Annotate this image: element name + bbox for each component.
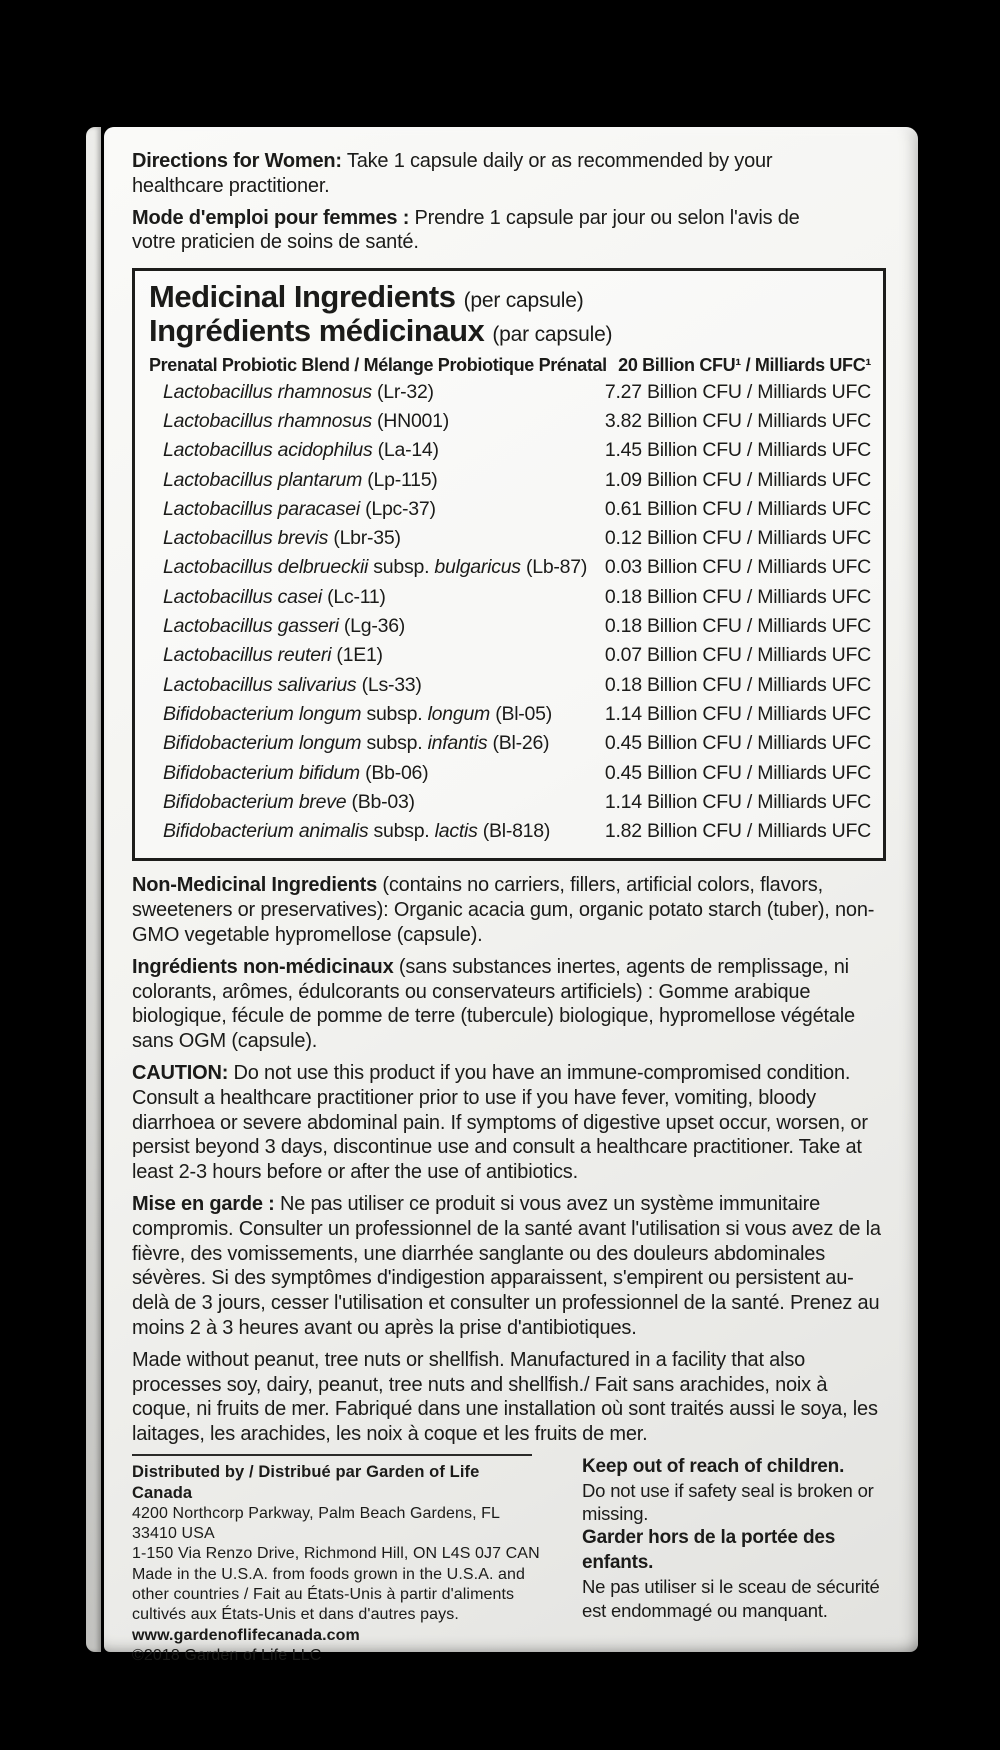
ingredient-amount: 1.45 Billion CFU / Milliards UFC <box>604 439 871 462</box>
strain-code: (Bb-03) <box>346 790 415 813</box>
strain-code: (Bl-818) <box>477 820 551 843</box>
non-medicinal-en-text: (contains no carriers, fillers, artificial colors, flavors, sweeteners or preservatives): Organic acacia gum, organic potato starch (tuber), non-GMO vegetable hypromellose (capsule). <box>132 874 875 946</box>
table-row <box>147 759 871 788</box>
species-name: Lactobacillus reuteri <box>163 644 332 667</box>
ingredient-amount: 0.03 Billion CFU / Milliards UFC <box>604 556 871 579</box>
ingredient-name <box>147 788 415 817</box>
strain-code: (Ls-33) <box>356 673 422 696</box>
non-medicinal-fr <box>132 955 886 1054</box>
strain-code: (Bl-26) <box>487 732 550 755</box>
table-row <box>147 583 871 612</box>
caution-en <box>132 1061 886 1185</box>
table-row <box>147 553 871 582</box>
label-content <box>104 127 918 1665</box>
website-text: www.gardenoflifecanada.com <box>132 1626 360 1644</box>
par-capsule-note: (par capsule) <box>492 323 613 347</box>
ingredient-amount: 0.18 Billion CFU / Milliards UFC <box>604 585 871 608</box>
table-row <box>147 817 871 846</box>
label-panel <box>104 127 918 1665</box>
species-name: Bifidobacterium bifidum <box>163 761 360 784</box>
ingredient-name <box>147 700 552 729</box>
species-name: Lactobacillus brevis <box>163 527 329 550</box>
label-panel-wrap <box>86 127 918 1665</box>
table-row <box>147 495 871 524</box>
medicinal-title-en <box>149 281 871 313</box>
table-row <box>147 671 871 700</box>
subspecies-name: lactis <box>434 820 478 843</box>
strain-code: (Lpc-37) <box>359 497 436 520</box>
table-row <box>147 466 871 495</box>
ingredient-amount: 0.45 Billion CFU / Milliards UFC <box>604 761 871 784</box>
address-line-us: 4200 Northcorp Parkway, Palm Beach Gardens, FL 33410 USA <box>132 1504 500 1543</box>
medicinal-title-en-text: Medicinal Ingredients <box>149 279 456 315</box>
ingredient-name <box>147 612 405 641</box>
per-capsule-note: (per capsule) <box>463 289 584 313</box>
child-safety-block <box>582 1454 886 1622</box>
strain-code: (Lc-11) <box>321 585 386 608</box>
ingredient-name <box>147 553 587 582</box>
table-row <box>147 378 871 407</box>
ingredient-name <box>147 729 549 758</box>
strain-code: (Lb-87) <box>520 556 588 579</box>
species-name: Lactobacillus salivarius <box>163 673 357 696</box>
directions-en-text: Take 1 capsule daily or as recommended by your healthcare practitioner. <box>132 150 773 197</box>
caution-fr <box>132 1192 886 1341</box>
species-name: Lactobacillus delbrueckii <box>163 556 369 579</box>
ingredient-amount: 0.07 Billion CFU / Milliards UFC <box>604 644 871 667</box>
medicinal-title-fr <box>149 315 871 347</box>
non-medicinal-en <box>132 873 886 947</box>
species-name: Lactobacillus gasseri <box>163 615 339 638</box>
table-row <box>147 700 871 729</box>
species-name: Lactobacillus casei <box>163 585 322 608</box>
subspecies-name: infantis <box>427 732 488 755</box>
strain-code: (Bl-05) <box>490 702 552 725</box>
keep-out-heading-en: Keep out of reach of children. <box>582 1455 845 1477</box>
strain-code: (Bb-06) <box>359 761 429 784</box>
species-name: Bifidobacterium longum <box>163 702 362 725</box>
directions-en-heading: Directions for Women: <box>132 150 342 172</box>
species-name: Lactobacillus acidophilus <box>163 439 373 462</box>
medicinal-title-fr-text: Ingrédients médicinaux <box>149 313 485 349</box>
distributor-heading: Distributed by / Distribué par Garden of Life Canada <box>132 1462 480 1502</box>
caution-en-heading: CAUTION: <box>132 1061 229 1084</box>
ingredient-amount: 0.18 Billion CFU / Milliards UFC <box>604 615 871 638</box>
caution-en-text: Do not use this product if you have an immune-compromised condition. Consult a healthcare practitioner prior to use if you have fever, vomiting, bloody diarrhoea or severe abdominal pain. If symptoms of digestive upset occur, worsen, or persist beyond 3 days, discontinue use and consult a healthcare practitioner. Take at least 2-3 hours before or after the use of antibiotics. <box>132 1061 868 1184</box>
ingredient-amount: 0.61 Billion CFU / Milliards UFC <box>604 497 871 520</box>
blend-name: Prenatal Probiotic Blend / Mélange Probiotique Prénatal <box>149 354 607 375</box>
strain-code: (Lbr-35) <box>328 527 401 550</box>
blend-amount: 20 Billion CFU¹ / Milliards UFC¹ <box>618 354 871 375</box>
strain-code: (1E1) <box>331 644 383 667</box>
ingredient-amount: 0.18 Billion CFU / Milliards UFC <box>604 673 871 696</box>
directions-fr-text: Prendre 1 capsule par jour ou selon l'avis de votre praticien de soins de santé. <box>132 206 800 254</box>
ingredient-name <box>147 378 434 407</box>
ingredient-name <box>147 436 439 465</box>
strain-code: (La-14) <box>372 439 439 462</box>
strain-code: (Lr-32) <box>371 380 434 403</box>
ingredient-name <box>147 407 449 436</box>
directions-fr-heading: Mode d'emploi pour femmes : <box>132 206 410 229</box>
keep-out-heading-fr: Garder hors de la portée des enfants. <box>582 1527 836 1574</box>
ingredient-amount: 3.82 Billion CFU / Milliards UFC <box>604 409 871 432</box>
non-medicinal-fr-heading: Ingrédients non-médicinaux <box>132 955 394 978</box>
ingredient-amount: 1.09 Billion CFU / Milliards UFC <box>604 468 871 491</box>
table-row <box>147 729 871 758</box>
strain-code: (HN001) <box>371 409 449 432</box>
caution-fr-text: Ne pas utiliser ce produit si vous avez un système immunitaire compromis. Consulter un professionnel de la santé avant l'utilisation si vous avez de la fièvre, des vomissements, une diarrhée sanglante ou des douleurs abdominales sévères. Si des symptômes d'indigestion apparaissent, s'empirent ou persistent au-delà de 3 jours, cesser l'utilisation et consulter un professionnel de la santé. Prenez au moins 2 à 3 heures avant ou après la prise d'antibiotiques. <box>132 1192 881 1339</box>
table-row <box>147 612 871 641</box>
medicinal-ingredients-box <box>132 268 886 861</box>
directions-en <box>132 149 820 199</box>
ingredient-amount: 7.27 Billion CFU / Milliards UFC <box>604 380 871 403</box>
table-row <box>147 641 871 670</box>
ingredient-name <box>147 641 383 670</box>
species-name: Lactobacillus rhamnosus <box>163 380 372 403</box>
distributor-block <box>132 1454 540 1666</box>
strain-code: (Lp-115) <box>362 468 438 491</box>
species-name: Bifidobacterium animalis <box>163 820 369 843</box>
species-name: Lactobacillus plantarum <box>163 468 363 491</box>
subsp-label: subsp. <box>368 556 435 579</box>
ingredient-name <box>147 759 428 788</box>
species-name: Bifidobacterium breve <box>163 790 347 813</box>
ingredient-name <box>147 466 438 495</box>
subsp-label: subsp. <box>361 732 428 755</box>
ingredient-name <box>147 524 401 553</box>
safety-seal-text-fr: Ne pas utiliser si le sceau de sécurité est endommagé ou manquant. <box>582 1576 880 1621</box>
footer <box>132 1454 886 1666</box>
subspecies-name: bulgaricus <box>434 556 521 579</box>
caution-fr-heading: Mise en garde : <box>132 1192 275 1215</box>
safety-seal-text-en: Do not use if safety seal is broken or missing. <box>582 1479 874 1525</box>
non-medicinal-en-heading: Non-Medicinal Ingredients <box>132 874 378 897</box>
copyright-text: ©2018 Garden of Life LLC <box>132 1647 322 1665</box>
ingredient-amount: 1.14 Billion CFU / Milliards UFC <box>604 790 871 813</box>
ingredient-name <box>147 495 436 524</box>
ingredient-name <box>147 671 422 700</box>
species-name: Lactobacillus rhamnosus <box>163 409 372 432</box>
non-medicinal-fr-text: (sans substances inertes, agents de remplissage, ni colorants, arômes, édulcorants ou conservateurs artificiels) : Gomme arabique biologique, fécule de pomme de terre (tubercule) biologique, hypromellose végétale sans OGM (capsule). <box>132 955 855 1053</box>
ingredient-name <box>147 583 386 612</box>
species-name: Bifidobacterium longum <box>163 732 362 755</box>
ingredient-amount: 0.12 Billion CFU / Milliards UFC <box>604 527 871 550</box>
blend-header-row <box>149 355 871 376</box>
subsp-label: subsp. <box>361 702 428 725</box>
ingredient-name <box>147 817 550 846</box>
allergen-statement: Made without peanut, tree nuts or shellfish. Manufactured in a facility that also processes soy, dairy, peanut, tree nuts and shellfish./ Fait sans arachides, noix à coque, ni fruits de mer. Fabriqué dans une installation où sont traités aussi le soya, les laitages, les arachides, les noix à coque et les fruits de mer. <box>132 1348 878 1446</box>
subspecies-name: longum <box>427 702 491 725</box>
ingredient-amount: 1.14 Billion CFU / Milliards UFC <box>604 702 871 725</box>
species-name: Lactobacillus paracasei <box>163 497 360 520</box>
box-side-edge <box>86 127 101 1652</box>
ingredient-amount: 1.82 Billion CFU / Milliards UFC <box>604 820 871 843</box>
ingredient-amount: 0.45 Billion CFU / Milliards UFC <box>604 732 871 755</box>
strain-code: (Lg-36) <box>338 615 406 638</box>
footer-divider <box>132 1454 532 1456</box>
table-row <box>147 788 871 817</box>
directions-fr <box>132 206 820 256</box>
table-row <box>147 524 871 553</box>
subsp-label: subsp. <box>368 820 435 843</box>
made-in-sentence: Made in the U.S.A. from foods grown in the U.S.A. and other countries / Fait au États-Unis à partir d'aliments cultivés aux États-Unis et dans d'autres pays. <box>132 1565 526 1624</box>
table-row <box>147 407 871 436</box>
address-line-ca: 1-150 Via Renzo Drive, Richmond Hill, ON L4S 0J7 CAN <box>132 1545 540 1563</box>
made-in-text <box>132 1565 540 1646</box>
table-row <box>147 436 871 465</box>
